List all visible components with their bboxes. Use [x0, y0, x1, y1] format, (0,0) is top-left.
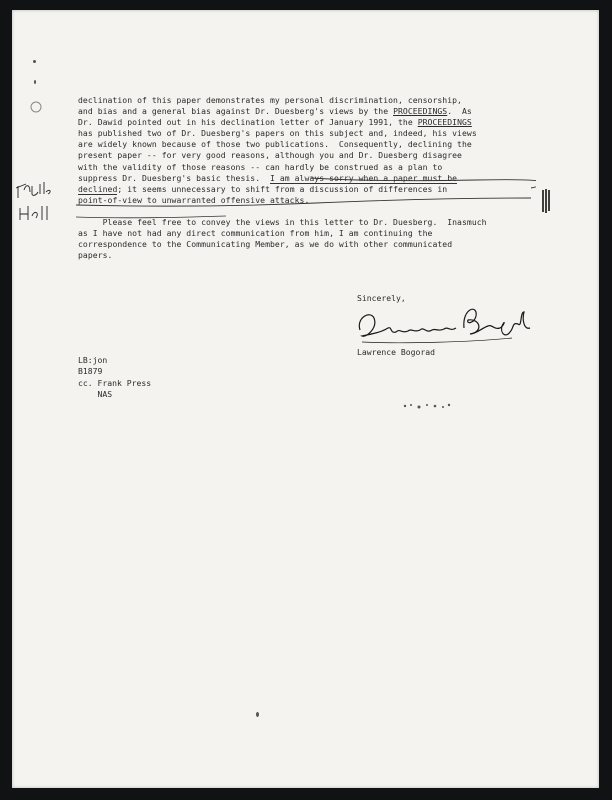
scan-hole-mark — [29, 100, 43, 114]
file-number: B1879 — [78, 366, 103, 377]
body-line: with the validity of those reasons -- can hardly be construed as a plan to — [78, 161, 443, 172]
body-line: Dr. Dawid pointed out in his declination letter of January 1991, the PROCEEDINGS — [78, 117, 472, 128]
initials: LB:jon — [78, 355, 108, 365]
letter-page — [12, 10, 599, 788]
proceedings-underlined: PROCEEDINGS — [417, 117, 472, 128]
handwritten-underline-b: declined — [78, 183, 118, 194]
handwritten-margin-bars — [540, 188, 554, 214]
closing: Sincerely, — [357, 293, 406, 303]
handwritten-underline-marks — [76, 170, 536, 230]
body-line: papers. — [78, 250, 113, 261]
body-line: declination of this paper demonstrates my personal discrimination, censorship, — [78, 95, 462, 105]
body-line: correspondence to the Communicating Member, as we do with other communicated — [78, 239, 453, 250]
reference-block — [78, 355, 151, 400]
scan-speck — [256, 712, 259, 717]
body-line: has published two of Dr. Duesberg's papers on this subject and, indeed, his views — [78, 128, 477, 139]
body-line: suppress Dr. Duesberg's basic thesis. I am always sorry when a paper must be — [78, 172, 458, 183]
body-line: point-of-view to unwarranted offensive attacks. — [78, 194, 310, 205]
scan-smudge — [397, 400, 457, 412]
scan-speck — [34, 80, 36, 84]
handwritten-margin-note — [14, 178, 54, 228]
body-line: declined; it seems unnecessary to shift from a discussion of differences in — [78, 183, 448, 194]
body-line: are widely known because of those two publications. Consequently, declining the — [78, 139, 472, 150]
scan-speck — [33, 60, 36, 63]
body-line: Please feel free to convey the views in this letter to Dr. Duesberg. Inasmuch — [78, 216, 487, 227]
cc-line: cc. Frank Press — [78, 377, 152, 388]
handwritten-underline-a: I am always sorry when a paper must be — [270, 172, 458, 183]
signer-name: Lawrence Bogorad — [357, 347, 435, 357]
body-line: present paper -- for very good reasons, although you and Dr. Duesberg disagree — [78, 150, 462, 161]
cc-line-2: NAS — [78, 388, 113, 399]
signature-image — [352, 298, 542, 353]
proceedings-underlined: PROCEEDINGS — [393, 106, 448, 117]
body-line: and bias and a general bias against Dr. Duesberg's views by the PROCEEDINGS. As — [78, 106, 472, 117]
body-line: as I have not had any direct communication from him, I am continuing the — [78, 228, 433, 239]
